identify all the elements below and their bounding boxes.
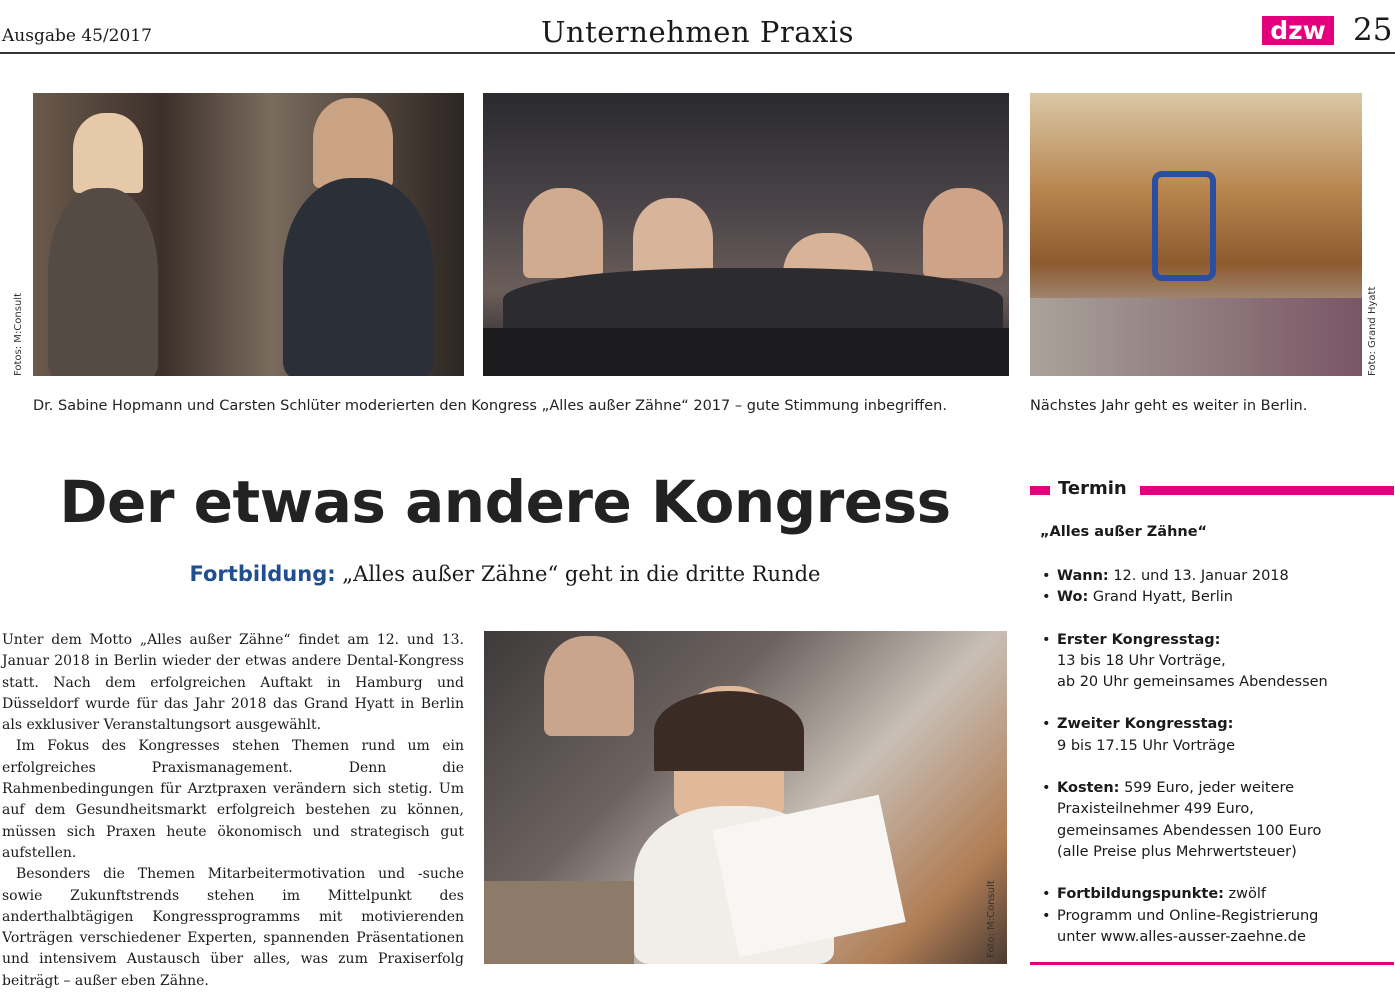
article-paragraph: Besonders die Themen Mitarbeitermotivation und -suche sowie Zukunftstrends stehen im Mittelpunkt des anderthalbtägigen Kongressprogramms mit motivierenden Vorträgen verschiedener Experten, spannenden Präsentationen und intensivem Austausch über alles, was zum Praxiserfolg beiträgt – außer eben Zähne. bbox=[2, 866, 464, 989]
caption-right: Nächstes Jahr geht es weiter in Berlin. bbox=[1030, 398, 1308, 414]
caption-main: Dr. Sabine Hopmann und Carsten Schlüter moderierten den Kongress „Alles außer Zähne“ 2017 – gute Stimmung inbegriffen. bbox=[33, 398, 947, 414]
termin-item-programm: • Programm und Online-Registrierung unter www.alles-ausser-zaehne.de bbox=[1040, 906, 1390, 949]
article-paragraph: Unter dem Motto „Alles außer Zähne“ findet am 12. und 13. Januar 2018 in Berlin wieder der etwas andere Dental-Kongress statt. Nach dem erfolgreichen Auftakt in Hamburg und Düsseldorf wurde für das Jahr 2018 das Grand Hyatt in Berlin als exklusiver Veranstaltungsort ausgewählt. bbox=[2, 632, 464, 734]
termin-item-day2: • Zweiter Kongresstag: 9 bis 17.15 Uhr Vorträge bbox=[1040, 714, 1390, 757]
attendee-photo bbox=[484, 631, 1007, 964]
article-subhead bbox=[0, 562, 1010, 586]
termin-item-wo: • Wo: Grand Hyatt, Berlin bbox=[1040, 587, 1390, 608]
termin-item-wann: • Wann: 12. und 13. Januar 2018 bbox=[1040, 566, 1390, 587]
issue-number: Ausgabe 45/2017 bbox=[2, 26, 152, 46]
article-body bbox=[2, 630, 464, 992]
termin-item-kosten: • Kosten: 599 Euro, jeder weitere Praxisteilnehmer 499 Euro, gemeinsames Abendessen 100 Euro (alle Preise plus Mehrwertsteuer) bbox=[1040, 778, 1347, 863]
termin-item-day1: • Erster Kongresstag: 13 bis 18 Uhr Vorträge, ab 20 Uhr gemeinsames Abendessen bbox=[1040, 630, 1390, 694]
termin-details bbox=[1040, 566, 1390, 948]
audience-photo bbox=[483, 93, 1009, 376]
photo-credit-right: Foto: Grand Hyatt bbox=[1367, 286, 1378, 376]
venue-photo bbox=[1030, 93, 1362, 376]
subhead-text: „Alles außer Zähne“ geht in die dritte Runde bbox=[335, 562, 821, 586]
photo-credit-left: Fotos: M:Consult bbox=[13, 293, 24, 376]
subhead-kicker: Fortbildung: bbox=[189, 562, 336, 586]
termin-item-punkte: • Fortbildungspunkte: zwölf bbox=[1040, 884, 1390, 905]
photo-credit-bottom: Foto: M:Consult bbox=[986, 880, 997, 958]
section-title: Unternehmen Praxis bbox=[540, 15, 855, 49]
dzw-logo: dzw bbox=[1262, 16, 1334, 45]
registration-url: unter www.alles-ausser-zaehne.de bbox=[1057, 928, 1306, 945]
article-headline: Der etwas andere Kongress bbox=[59, 468, 951, 536]
termin-event-name: „Alles außer Zähne“ bbox=[1040, 524, 1208, 540]
termin-title: Termin bbox=[1058, 478, 1127, 499]
page-number: 25 bbox=[1353, 12, 1393, 48]
article-paragraph: Im Fokus des Kongresses stehen Themen rund um ein erfolgreiches Praxismanagement. Denn die Rahmenbedingungen für Arztpraxen verändern sich stetig. Um auf dem Gesundheitsmarkt erfolgreich bestehen zu können, müssen sich Praxen heute ökonomisch und strategisch gut aufstellen. bbox=[2, 738, 464, 861]
termin-bottom-rule bbox=[1030, 962, 1394, 965]
header-divider bbox=[0, 52, 1395, 54]
moderators-photo bbox=[33, 93, 464, 376]
